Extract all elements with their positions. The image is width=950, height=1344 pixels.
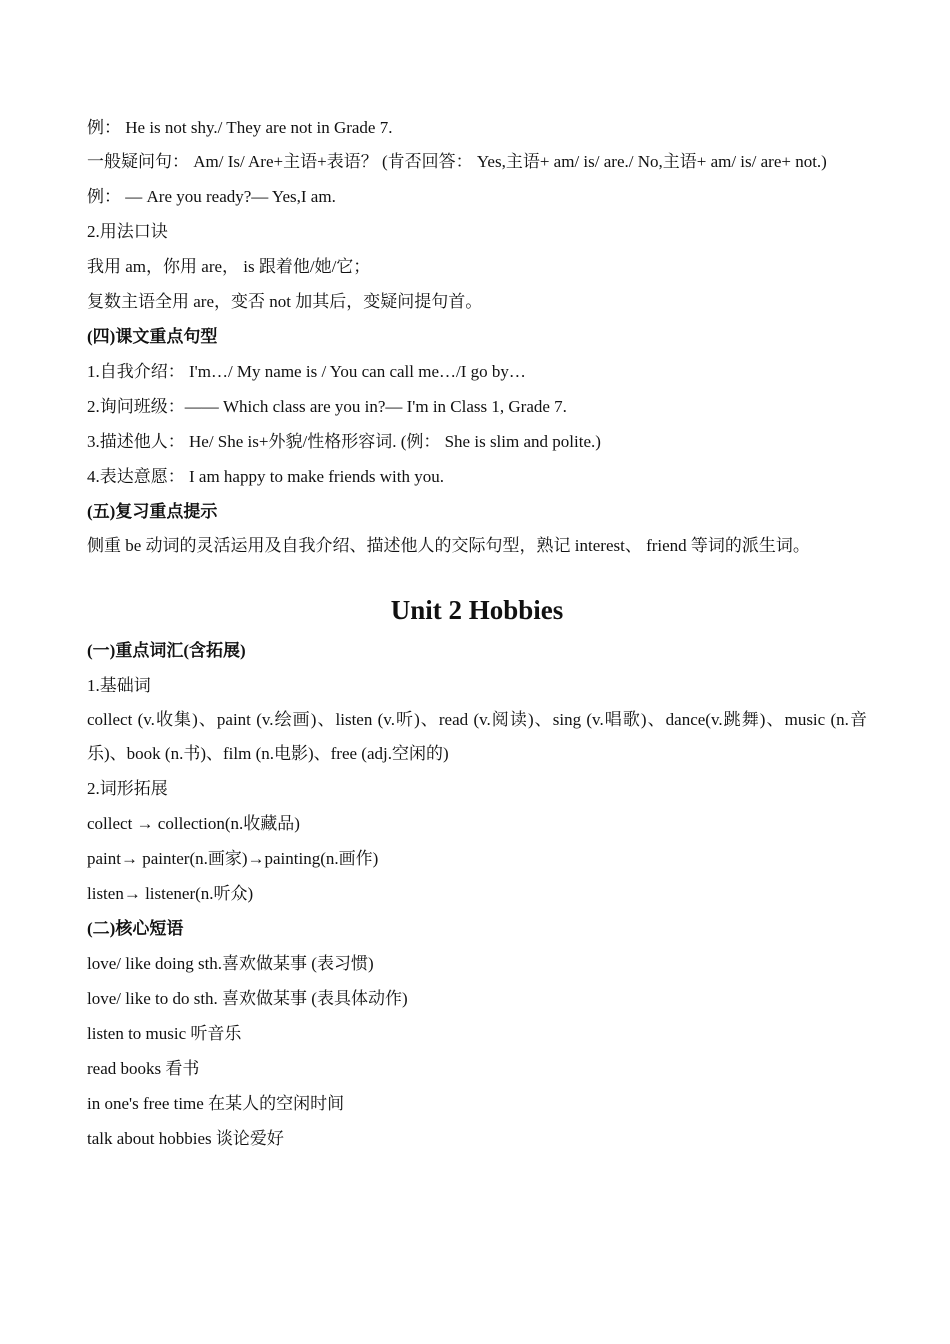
phrase-4: read books 看书 (87, 1059, 200, 1078)
phrase-3: listen to music 听音乐 (87, 1024, 242, 1043)
example-negative: 例： He is not shy./ They are not in Grade 7. (87, 118, 393, 137)
section-4-heading: (四)课文重点句型 (87, 327, 218, 346)
review-tips: 侧重 be 动词的灵活运用及自我介绍、描述他人的交际句型，熟记 interest、 friend 等词的派生词。 (87, 536, 810, 555)
derive-item-3: listen→ listener(n.听众) (87, 884, 254, 903)
phrase-6: talk about hobbies 谈论爱好 (87, 1129, 284, 1148)
section-5-heading: (五)复习重点提示 (87, 502, 218, 521)
phrases-heading: (二)核心短语 (87, 919, 184, 938)
phrase-2: love/ like to do sth. 喜欢做某事 (表具体动作) (87, 989, 408, 1008)
derive-item-2: paint→ painter(n.画家)→painting(n.画作) (87, 849, 379, 868)
mnemonic-line-2: 复数主语全用 are，变否 not 加其后，变疑问提句首。 (87, 292, 483, 311)
vocab-heading: (一)重点词汇(含拓展) (87, 641, 246, 660)
derive-item-1: collect → collection(n.收藏品) (87, 814, 300, 833)
derive-heading: 2.词形拓展 (87, 779, 168, 798)
general-question-rule: 一般疑问句： Am/ Is/ Are+主语+表语？ (肯否回答： Yes,主语+ am/ is/ are./ No,主语+ am/ is/ are+ not.) (87, 152, 827, 171)
sentence-pattern-3: 3.描述他人： He/ She is+外貌/性格形容词. (例： She is slim and polite.) (87, 432, 601, 451)
document-page (87, 110, 867, 1156)
basic-words: collect (v.收集)、paint (v.绘画)、listen (v.听)、read (v.阅读)、sing (v.唱歌)、dance(v.跳舞)、music (n.音乐)、book (n.书)、film (n.电影)、free (adj.空闲的) (87, 710, 867, 763)
mnemonic-line-1: 我用 am，你用 are， is 跟着他/她/它； (87, 257, 371, 276)
basic-words-heading: 1.基础词 (87, 676, 151, 695)
unit-2-title: Unit 2 Hobbies (390, 595, 564, 625)
phrase-5: in one's free time 在某人的空闲时间 (87, 1094, 345, 1113)
phrase-1: love/ like doing sth.喜欢做某事 (表习惯) (87, 954, 374, 973)
sentence-pattern-1: 1.自我介绍： I'm…/ My name is / You can call me…/I go by… (87, 362, 526, 381)
mnemonic-heading: 2.用法口诀 (87, 222, 168, 241)
sentence-pattern-2: 2.询问班级：—— Which class are you in?— I'm in Class 1, Grade 7. (87, 397, 567, 416)
sentence-pattern-4: 4.表达意愿： I am happy to make friends with you. (87, 467, 444, 486)
example-question: 例： — Are you ready?— Yes,I am. (87, 187, 336, 206)
